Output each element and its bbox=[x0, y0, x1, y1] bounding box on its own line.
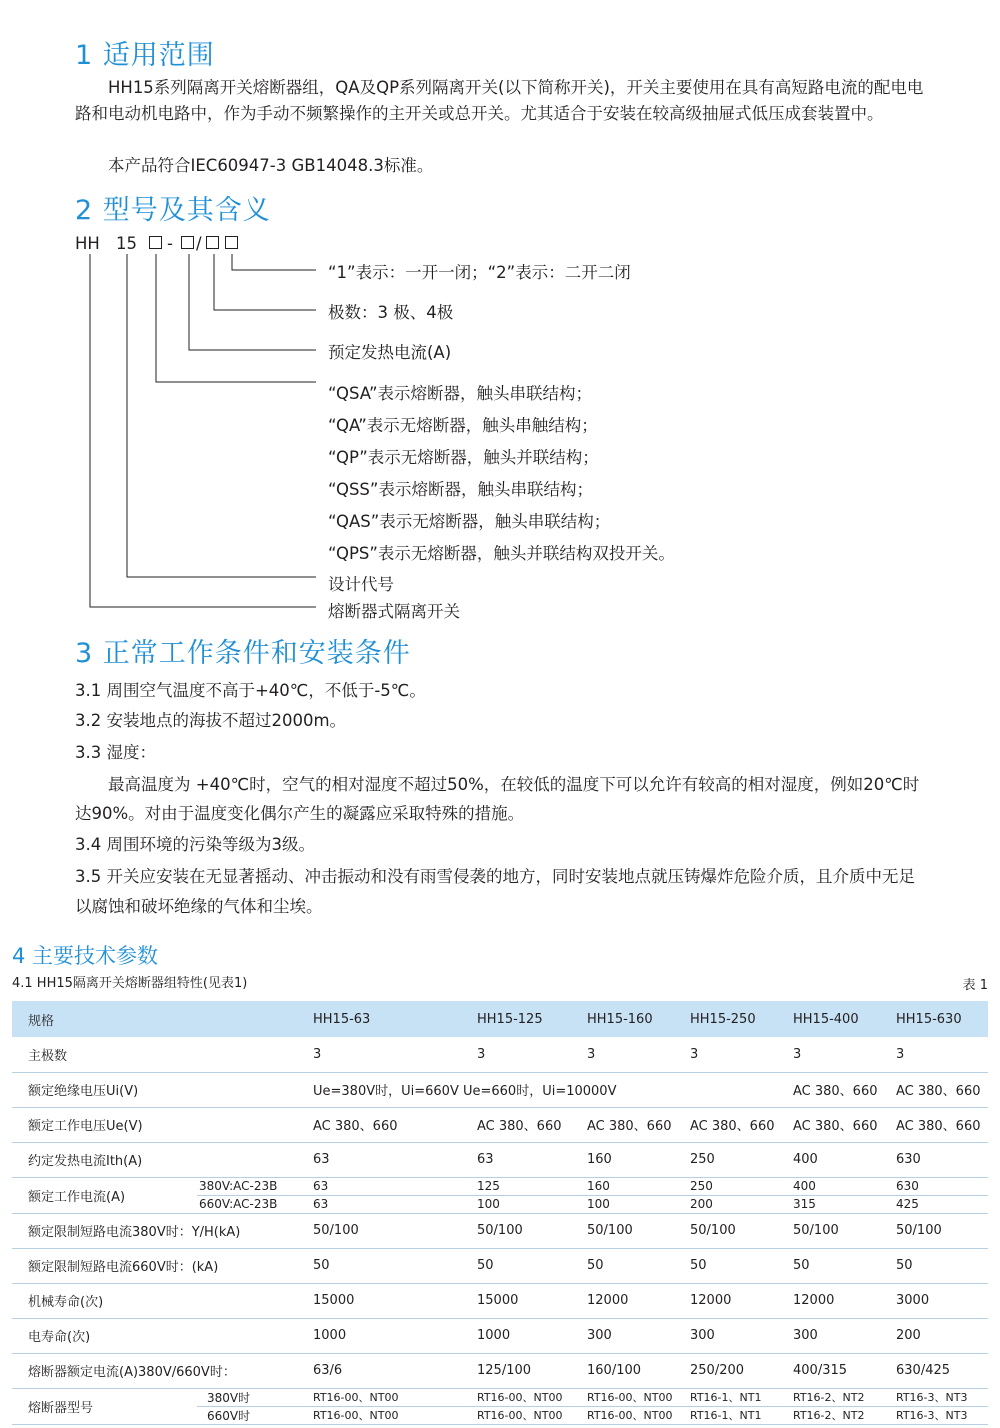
table-cell: 12000 bbox=[674, 1283, 777, 1318]
row-label: 机械寿命(次) bbox=[12, 1283, 297, 1318]
table-cell: 50/100 bbox=[297, 1213, 461, 1248]
table-cell: 125/100 bbox=[461, 1353, 571, 1388]
table-cell: AC 380、660 bbox=[777, 1107, 880, 1142]
table-cell: 50 bbox=[571, 1248, 674, 1283]
table-cell: AC 380、660 bbox=[880, 1107, 988, 1142]
table-cell: 3000 bbox=[880, 1283, 988, 1318]
section-1-paragraph: HH15系列隔离开关熔断器组，QA及QP系列隔离开关(以下简称开关)，开关主要使用在具有高短路电流的配电电路和电动机电路中，作为手动不频繁操作的主开关或总开关。尤其适合于安装在较高级抽屉式低压成套装置中。 bbox=[75, 78, 924, 123]
table-cell: 300 bbox=[674, 1318, 777, 1353]
spec-table bbox=[12, 1001, 988, 1425]
table-cell: 300 bbox=[777, 1318, 880, 1353]
meaning-poles: 极数：3 极、4极 bbox=[328, 303, 454, 322]
table-row-mechanical-life bbox=[12, 1283, 988, 1318]
section-4-subtitle: 4.1 HH15隔离开关熔断器组特性(见表1) bbox=[12, 976, 248, 991]
table-cell: 50 bbox=[297, 1248, 461, 1283]
table-cell: 50/100 bbox=[674, 1213, 777, 1248]
table-cell: RT16-00、NT00 bbox=[297, 1388, 461, 1406]
table-cell: 1000 bbox=[461, 1318, 571, 1353]
table-row-thermal-current bbox=[12, 1142, 988, 1177]
model-code-series: 15 bbox=[116, 234, 137, 253]
table-cell: 400/315 bbox=[777, 1353, 880, 1388]
meaning-contacts: “1”表示：一开一闭；“2”表示：二开二闭 bbox=[328, 263, 631, 282]
meaning-type-qa: “QA”表示无熔断器，触头串触结构； bbox=[328, 416, 598, 435]
meaning-type-qss: “QSS”表示熔断器，触头串联结构； bbox=[328, 480, 593, 499]
table-cell: 100 bbox=[461, 1195, 571, 1213]
table-cell: 63 bbox=[297, 1177, 461, 1195]
table-cell: 630 bbox=[880, 1177, 988, 1195]
meaning-current: 预定发热电流(A) bbox=[328, 343, 452, 362]
table-cell: RT16-2、NT2 bbox=[777, 1388, 880, 1406]
table-cell: 250 bbox=[674, 1142, 777, 1177]
meaning-type-qps: “QPS”表示无熔断器，触头并联结构双投开关。 bbox=[328, 544, 675, 563]
table-row-operating-voltage bbox=[12, 1107, 988, 1142]
table-cell: 250/200 bbox=[674, 1353, 777, 1388]
table-cell: 160/100 bbox=[571, 1353, 674, 1388]
table-cell: 3 bbox=[461, 1037, 571, 1072]
table-cell: RT16-00、NT00 bbox=[461, 1388, 571, 1406]
condition-humidity-text: 最高温度为 +40℃时，空气的相对湿度不超过50%，在较低的温度下可以允许有较高的相对湿度，例如20℃时达90%。对由于温度变化偶尔产生的凝露应采取特殊的措施。 bbox=[75, 775, 920, 823]
table-cell: 315 bbox=[777, 1195, 880, 1213]
meaning-product: 熔断器式隔离开关 bbox=[328, 602, 460, 621]
header-hh15-400: HH15-400 bbox=[777, 1001, 880, 1037]
row-label: 熔断器型号 bbox=[12, 1388, 197, 1424]
table-cell: 160 bbox=[571, 1177, 674, 1195]
header-hh15-63: HH15-63 bbox=[297, 1001, 461, 1037]
table-number: 表 1 bbox=[962, 978, 988, 993]
model-code-prefix: HH bbox=[75, 234, 100, 253]
table-row-short-circuit-380 bbox=[12, 1213, 988, 1248]
meaning-type-qas: “QAS”表示无熔断器，触头串联结构； bbox=[328, 512, 611, 531]
row-label: 额定绝缘电压Ui(V) bbox=[12, 1072, 297, 1107]
table-cell: RT16-3、NT3 bbox=[880, 1388, 988, 1406]
table-cell-merged: Ue=380V时，Ui=660V Ue=660时，Ui=10000V bbox=[297, 1072, 777, 1107]
meaning-type-qp: “QP”表示无熔断器，触头并联结构； bbox=[328, 448, 599, 467]
table-cell: 160 bbox=[571, 1142, 674, 1177]
table-cell: RT16-2、NT2 bbox=[777, 1406, 880, 1424]
table-cell: 3 bbox=[777, 1037, 880, 1072]
row-label: 熔断器额定电流(A)380V/660V时： bbox=[12, 1353, 297, 1388]
table-cell: RT16-3、NT3 bbox=[880, 1406, 988, 1424]
table-cell: 400 bbox=[777, 1142, 880, 1177]
table-cell: 15000 bbox=[461, 1283, 571, 1318]
condition-installation: 3.5 开关应安装在无显著摇动、冲击振动和没有雨雪侵袭的地方，同时安装地点就压铸爆炸危险介质，且介质中无足以腐蚀和破坏绝缘的气体和尘埃。 bbox=[75, 867, 915, 916]
sub-label: 380V时 bbox=[197, 1388, 297, 1406]
table-cell: RT16-1、NT1 bbox=[674, 1406, 777, 1424]
table-cell: 50/100 bbox=[571, 1213, 674, 1248]
meaning-type-qsa: “QSA”表示熔断器，触头串联结构； bbox=[328, 384, 593, 403]
table-cell: RT16-1、NT1 bbox=[674, 1388, 777, 1406]
section-2-title: 2 型号及其含义 bbox=[75, 195, 271, 226]
header-hh15-250: HH15-250 bbox=[674, 1001, 777, 1037]
table-cell: 63 bbox=[297, 1195, 461, 1213]
table-cell: 3 bbox=[571, 1037, 674, 1072]
table-cell: 12000 bbox=[571, 1283, 674, 1318]
table-cell: 50/100 bbox=[880, 1213, 988, 1248]
row-label: 电寿命(次) bbox=[12, 1318, 297, 1353]
row-label: 约定发热电流Ith(A) bbox=[12, 1142, 297, 1177]
table-cell: RT16-00、NT00 bbox=[297, 1406, 461, 1424]
section-1-title: 1 适用范围 bbox=[75, 40, 215, 71]
row-label: 额定工作电流(A) bbox=[12, 1177, 197, 1213]
header-hh15-125: HH15-125 bbox=[461, 1001, 571, 1037]
table-cell: AC 380、660 bbox=[880, 1072, 988, 1107]
table-cell: AC 380、660 bbox=[571, 1107, 674, 1142]
sub-label: 380V:AC-23B bbox=[197, 1177, 297, 1195]
table-cell: 200 bbox=[880, 1318, 988, 1353]
section-3-title: 3 正常工作条件和安装条件 bbox=[75, 638, 411, 669]
table-cell: AC 380、660 bbox=[461, 1107, 571, 1142]
row-label: 额定限制短路电流660V时：(kA) bbox=[12, 1248, 297, 1283]
table-row-insulation-voltage bbox=[12, 1072, 988, 1107]
table-cell: 63 bbox=[461, 1142, 571, 1177]
model-code-slash: / bbox=[196, 234, 202, 253]
table-cell: 3 bbox=[674, 1037, 777, 1072]
table-cell: 1000 bbox=[297, 1318, 461, 1353]
header-spec: 规格 bbox=[12, 1001, 297, 1037]
table-cell: 125 bbox=[461, 1177, 571, 1195]
table-row-poles bbox=[12, 1037, 988, 1072]
table-cell: AC 380、660 bbox=[777, 1072, 880, 1107]
table-cell: 63 bbox=[297, 1142, 461, 1177]
table-cell: 200 bbox=[674, 1195, 777, 1213]
table-cell: 300 bbox=[571, 1318, 674, 1353]
table-cell: 3 bbox=[880, 1037, 988, 1072]
table-cell: RT16-00、NT00 bbox=[571, 1388, 674, 1406]
section-4-title: 4 主要技术参数 bbox=[12, 944, 159, 968]
model-code-dash: - bbox=[167, 234, 173, 253]
table-cell: AC 380、660 bbox=[674, 1107, 777, 1142]
table-cell: 100 bbox=[571, 1195, 674, 1213]
table-cell: 400 bbox=[777, 1177, 880, 1195]
condition-altitude: 3.2 安装地点的海拔不超过2000m。 bbox=[75, 711, 347, 730]
table-cell: 63/6 bbox=[297, 1353, 461, 1388]
table-cell: AC 380、660 bbox=[297, 1107, 461, 1142]
table-cell: 50/100 bbox=[461, 1213, 571, 1248]
table-cell: RT16-00、NT00 bbox=[461, 1406, 571, 1424]
table-header-row bbox=[12, 1001, 988, 1037]
table-cell: 50 bbox=[461, 1248, 571, 1283]
row-label: 额定工作电压Ue(V) bbox=[12, 1107, 297, 1142]
table-cell: 15000 bbox=[297, 1283, 461, 1318]
table-cell: 630 bbox=[880, 1142, 988, 1177]
table-row-fuse-current bbox=[12, 1353, 988, 1388]
sub-label: 660V:AC-23B bbox=[197, 1195, 297, 1213]
condition-pollution: 3.4 周围环境的污染等级为3级。 bbox=[75, 835, 315, 854]
table-cell: 3 bbox=[297, 1037, 461, 1072]
row-label: 主极数 bbox=[12, 1037, 297, 1072]
table-cell: 250 bbox=[674, 1177, 777, 1195]
table-row-electrical-life bbox=[12, 1318, 988, 1353]
table-row-fuse-type-380 bbox=[12, 1388, 988, 1406]
table-cell: RT16-00、NT00 bbox=[571, 1406, 674, 1424]
header-hh15-160: HH15-160 bbox=[571, 1001, 674, 1037]
table-cell: 50 bbox=[880, 1248, 988, 1283]
condition-humidity-title: 3.3 湿度： bbox=[75, 743, 156, 762]
meaning-design-code: 设计代号 bbox=[328, 575, 394, 594]
section-1-standard: 本产品符合IEC60947-3 GB14048.3标准。 bbox=[108, 156, 434, 175]
table-cell: 50/100 bbox=[777, 1213, 880, 1248]
table-cell: 425 bbox=[880, 1195, 988, 1213]
table-row-operating-current-380 bbox=[12, 1177, 988, 1195]
table-row-short-circuit-660 bbox=[12, 1248, 988, 1283]
table-cell: 630/425 bbox=[880, 1353, 988, 1388]
table-cell: 50 bbox=[674, 1248, 777, 1283]
condition-temperature: 3.1 周围空气温度不高于+40℃，不低于-5℃。 bbox=[75, 681, 426, 700]
row-label: 额定限制短路电流380V时：Y/H(kA) bbox=[12, 1213, 297, 1248]
table-cell: 50 bbox=[777, 1248, 880, 1283]
header-hh15-630: HH15-630 bbox=[880, 1001, 988, 1037]
sub-label: 660V时 bbox=[197, 1406, 297, 1424]
table-cell: 12000 bbox=[777, 1283, 880, 1318]
